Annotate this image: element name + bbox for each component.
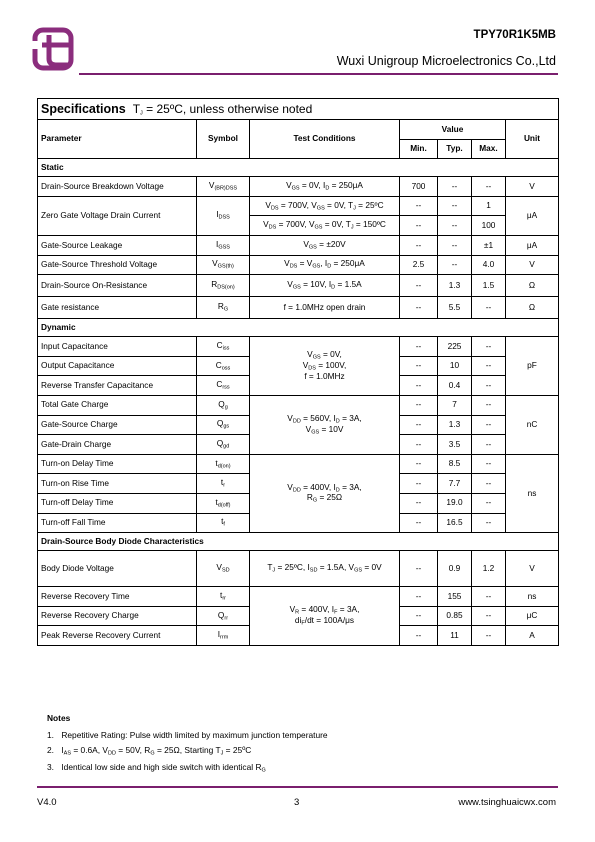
unit-cell: Ω: [506, 275, 559, 297]
min-cell: --: [400, 415, 438, 435]
min-cell: --: [400, 474, 438, 494]
param-cell: Turn-on Rise Time: [38, 474, 197, 494]
typ-cell: 3.5: [438, 435, 472, 455]
min-cell: --: [400, 551, 438, 587]
symbol-cell: $C_{oss}$: [197, 356, 250, 376]
typ-cell: 0.85: [438, 606, 472, 626]
typ-cell: 19.0: [438, 493, 472, 513]
header-divider: [79, 73, 558, 75]
param-cell: Drain-Source On-Resistance: [38, 275, 197, 297]
footer-divider: [37, 786, 558, 788]
min-cell: --: [400, 356, 438, 376]
symbol-cell: $V_{GS(th)}$: [197, 255, 250, 275]
max-cell: --: [472, 474, 506, 494]
unit-cell: pF: [506, 337, 559, 396]
min-cell: --: [400, 297, 438, 319]
condition-cell: $V_{GS} = \pm 20V$: [250, 235, 400, 255]
param-cell: Gate-Source Threshold Voltage: [38, 255, 197, 275]
note-number: 3.: [47, 761, 54, 772]
param-cell: Gate-Drain Charge: [38, 435, 197, 455]
table-row: [38, 454, 559, 474]
param-cell: Turn-off Fall Time: [38, 513, 197, 533]
symbol-cell: $Q_{gs}$: [197, 415, 250, 435]
param-cell: Peak Reverse Recovery Current: [38, 626, 197, 646]
table-row: [38, 255, 559, 275]
max-cell: 4.0: [472, 255, 506, 275]
symbol-cell: $Q_{rr}$: [197, 606, 250, 626]
param-cell: Zero Gate Voltage Drain Current: [38, 196, 197, 235]
typ-cell: 10: [438, 356, 472, 376]
typ-cell: 0.9: [438, 551, 472, 587]
symbol-cell: $t_f$: [197, 513, 250, 533]
table-row: [38, 551, 559, 587]
param-cell: Body Diode Voltage: [38, 551, 197, 587]
page-number: 3: [294, 797, 300, 808]
note-text: Identical low side and high side switch with identical $R_G$: [61, 761, 266, 773]
table-row: [38, 587, 559, 607]
symbol-cell: $Q_g$: [197, 395, 250, 415]
unit-cell: V: [506, 177, 559, 197]
section-static: Static: [38, 159, 559, 177]
symbol-cell: $V_{(BR)DSS}$: [197, 177, 250, 197]
max-cell: --: [472, 626, 506, 646]
param-cell: Total Gate Charge: [38, 395, 197, 415]
min-cell: 2.5: [400, 255, 438, 275]
symbol-cell: $I_{rrm}$: [197, 626, 250, 646]
unit-cell: V: [506, 255, 559, 275]
section-dynamic-row: [38, 319, 559, 337]
typ-cell: --: [438, 235, 472, 255]
typ-cell: 16.5: [438, 513, 472, 533]
note-number: 1.: [47, 730, 54, 740]
note-number: 2.: [47, 745, 54, 755]
condition-cell: $V_{DS} = V_{GS}$, $I_D = 250\mu A$: [250, 255, 400, 275]
table-row: [38, 196, 559, 216]
table-title-row: [38, 99, 559, 120]
max-cell: 100: [472, 216, 506, 236]
company-logo-icon: [32, 27, 78, 75]
min-cell: --: [400, 216, 438, 236]
header-min: Min.: [400, 139, 438, 159]
header-unit: Unit: [506, 120, 559, 159]
symbol-cell: $C_{rss}$: [197, 376, 250, 396]
typ-cell: 1.3: [438, 415, 472, 435]
param-cell: Reverse Transfer Capacitance: [38, 376, 197, 396]
param-cell: Gate-Source Charge: [38, 415, 197, 435]
param-cell: Gate-Source Leakage: [38, 235, 197, 255]
param-cell: Turn-on Delay Time: [38, 454, 197, 474]
section-dynamic: Dynamic: [38, 319, 559, 337]
table-row: [38, 235, 559, 255]
condition-cell: $V_{GS} = 10V$, $I_D = 1.5A$: [250, 275, 400, 297]
symbol-cell: $t_{d(off)}$: [197, 493, 250, 513]
condition-cell: $V_{DD} = 560V$, $I_D = 3A$, $V_{GS} = 10V$: [250, 395, 400, 454]
max-cell: ±1: [472, 235, 506, 255]
param-cell: Gate resistance: [38, 297, 197, 319]
max-cell: --: [472, 395, 506, 415]
typ-cell: 8.5: [438, 454, 472, 474]
param-cell: Drain-Source Breakdown Voltage: [38, 177, 197, 197]
typ-cell: 5.5: [438, 297, 472, 319]
min-cell: --: [400, 513, 438, 533]
unit-cell: μA: [506, 196, 559, 235]
max-cell: --: [472, 587, 506, 607]
condition-cell: $V_R = 400V$, $I_F = 3A$, $di_F/dt = 100A/\mu s$: [250, 587, 400, 646]
condition-cell: $V_{DS} = 700V$, $V_{GS} = 0V$, $T_J$ = 150ºC: [250, 216, 400, 236]
param-cell: Reverse Recovery Time: [38, 587, 197, 607]
param-cell: Input Capacitance: [38, 337, 197, 357]
max-cell: 1.2: [472, 551, 506, 587]
max-cell: --: [472, 356, 506, 376]
param-cell: Output Capacitance: [38, 356, 197, 376]
max-cell: --: [472, 415, 506, 435]
notes-section: [47, 713, 328, 778]
table-row: [38, 275, 559, 297]
min-cell: --: [400, 493, 438, 513]
min-cell: --: [400, 454, 438, 474]
specifications-table: [37, 98, 559, 646]
max-cell: --: [472, 297, 506, 319]
unit-cell: V: [506, 551, 559, 587]
note-text: $I_{AS} = 0.6A$, $V_{DD} = 50V$, $R_G = 25\Omega$, Starting $T_J$ = 25ºC: [61, 745, 252, 757]
document-version: V4.0: [37, 797, 57, 808]
symbol-cell: $Q_{gd}$: [197, 435, 250, 455]
unit-cell: nC: [506, 395, 559, 454]
typ-cell: --: [438, 255, 472, 275]
table-title-condition: $T_J$ = 25ºC, unless otherwise noted: [132, 101, 313, 117]
min-cell: --: [400, 275, 438, 297]
header-typ: Typ.: [438, 139, 472, 159]
min-cell: --: [400, 395, 438, 415]
max-cell: 1: [472, 196, 506, 216]
symbol-cell: $t_{rr}$: [197, 587, 250, 607]
typ-cell: 1.3: [438, 275, 472, 297]
table-header-row: [38, 120, 559, 140]
symbol-cell: $t_r$: [197, 474, 250, 494]
section-static-row: [38, 159, 559, 177]
min-cell: --: [400, 376, 438, 396]
min-cell: --: [400, 606, 438, 626]
symbol-cell: $I_{GSS}$: [197, 235, 250, 255]
table-title: Specifications: [41, 101, 126, 116]
typ-cell: --: [438, 216, 472, 236]
symbol-cell: $R_G$: [197, 297, 250, 319]
typ-cell: 7: [438, 395, 472, 415]
max-cell: --: [472, 606, 506, 626]
condition-cell: $T_J$ = 25ºC, $I_{SD} = 1.5A$, $V_{GS} = 0V$: [250, 551, 400, 587]
symbol-cell: $I_{DSS}$: [197, 196, 250, 235]
website-link[interactable]: www.tsinghuaicwx.com: [458, 797, 556, 808]
condition-cell: $V_{DD} = 400V$, $I_D = 3A$, $R_G = 25\Omega$: [250, 454, 400, 532]
symbol-cell: $C_{iss}$: [197, 337, 250, 357]
unit-cell: μA: [506, 235, 559, 255]
condition-cell: $V_{GS} = 0V$, $I_D = 250\mu A$: [250, 177, 400, 197]
min-cell: 700: [400, 177, 438, 197]
header-value: Value: [400, 120, 506, 140]
header-parameter: Parameter: [38, 120, 197, 159]
param-cell: Reverse Recovery Charge: [38, 606, 197, 626]
note-item: [47, 745, 328, 757]
header-test-conditions: Test Conditions: [250, 120, 400, 159]
max-cell: --: [472, 493, 506, 513]
unit-cell: Ω: [506, 297, 559, 319]
min-cell: --: [400, 587, 438, 607]
table-row: [38, 395, 559, 415]
header-symbol: Symbol: [197, 120, 250, 159]
unit-cell: μC: [506, 606, 559, 626]
typ-cell: 0.4: [438, 376, 472, 396]
max-cell: --: [472, 376, 506, 396]
section-diode-row: [38, 533, 559, 551]
typ-cell: 11: [438, 626, 472, 646]
max-cell: --: [472, 454, 506, 474]
min-cell: --: [400, 337, 438, 357]
typ-cell: 155: [438, 587, 472, 607]
company-name: Wuxi Unigroup Microelectronics Co.,Ltd: [336, 54, 556, 68]
symbol-cell: $R_{DS(on)}$: [197, 275, 250, 297]
unit-cell: ns: [506, 454, 559, 532]
min-cell: --: [400, 196, 438, 216]
typ-cell: --: [438, 196, 472, 216]
min-cell: --: [400, 435, 438, 455]
typ-cell: 7.7: [438, 474, 472, 494]
condition-cell: $V_{GS} = 0V$, $V_{DS} = 100V$, f = 1.0MHz: [250, 337, 400, 396]
min-cell: --: [400, 235, 438, 255]
part-number: TPY70R1K5MB: [473, 29, 556, 41]
table-row: [38, 177, 559, 197]
unit-cell: ns: [506, 587, 559, 607]
param-cell: Turn-off Delay Time: [38, 493, 197, 513]
table-row: [38, 297, 559, 319]
condition-cell: $V_{DS} = 700V$, $V_{GS} = 0V$, $T_J$ = 25ºC: [250, 196, 400, 216]
condition-cell: f = 1.0MHz open drain: [250, 297, 400, 319]
typ-cell: 225: [438, 337, 472, 357]
unit-cell: A: [506, 626, 559, 646]
typ-cell: --: [438, 177, 472, 197]
table-row: [38, 337, 559, 357]
min-cell: --: [400, 626, 438, 646]
symbol-cell: $t_{d(on)}$: [197, 454, 250, 474]
max-cell: --: [472, 435, 506, 455]
header-max: Max.: [472, 139, 506, 159]
note-text: Repetitive Rating: Pulse width limited by maximum junction temperature: [61, 730, 328, 740]
note-item: [47, 730, 328, 740]
max-cell: --: [472, 177, 506, 197]
note-item: [47, 762, 328, 774]
notes-title: Notes: [47, 713, 71, 723]
max-cell: --: [472, 337, 506, 357]
max-cell: --: [472, 513, 506, 533]
section-diode: Drain-Source Body Diode Characteristics: [38, 533, 559, 551]
symbol-cell: $V_{SD}$: [197, 551, 250, 587]
max-cell: 1.5: [472, 275, 506, 297]
